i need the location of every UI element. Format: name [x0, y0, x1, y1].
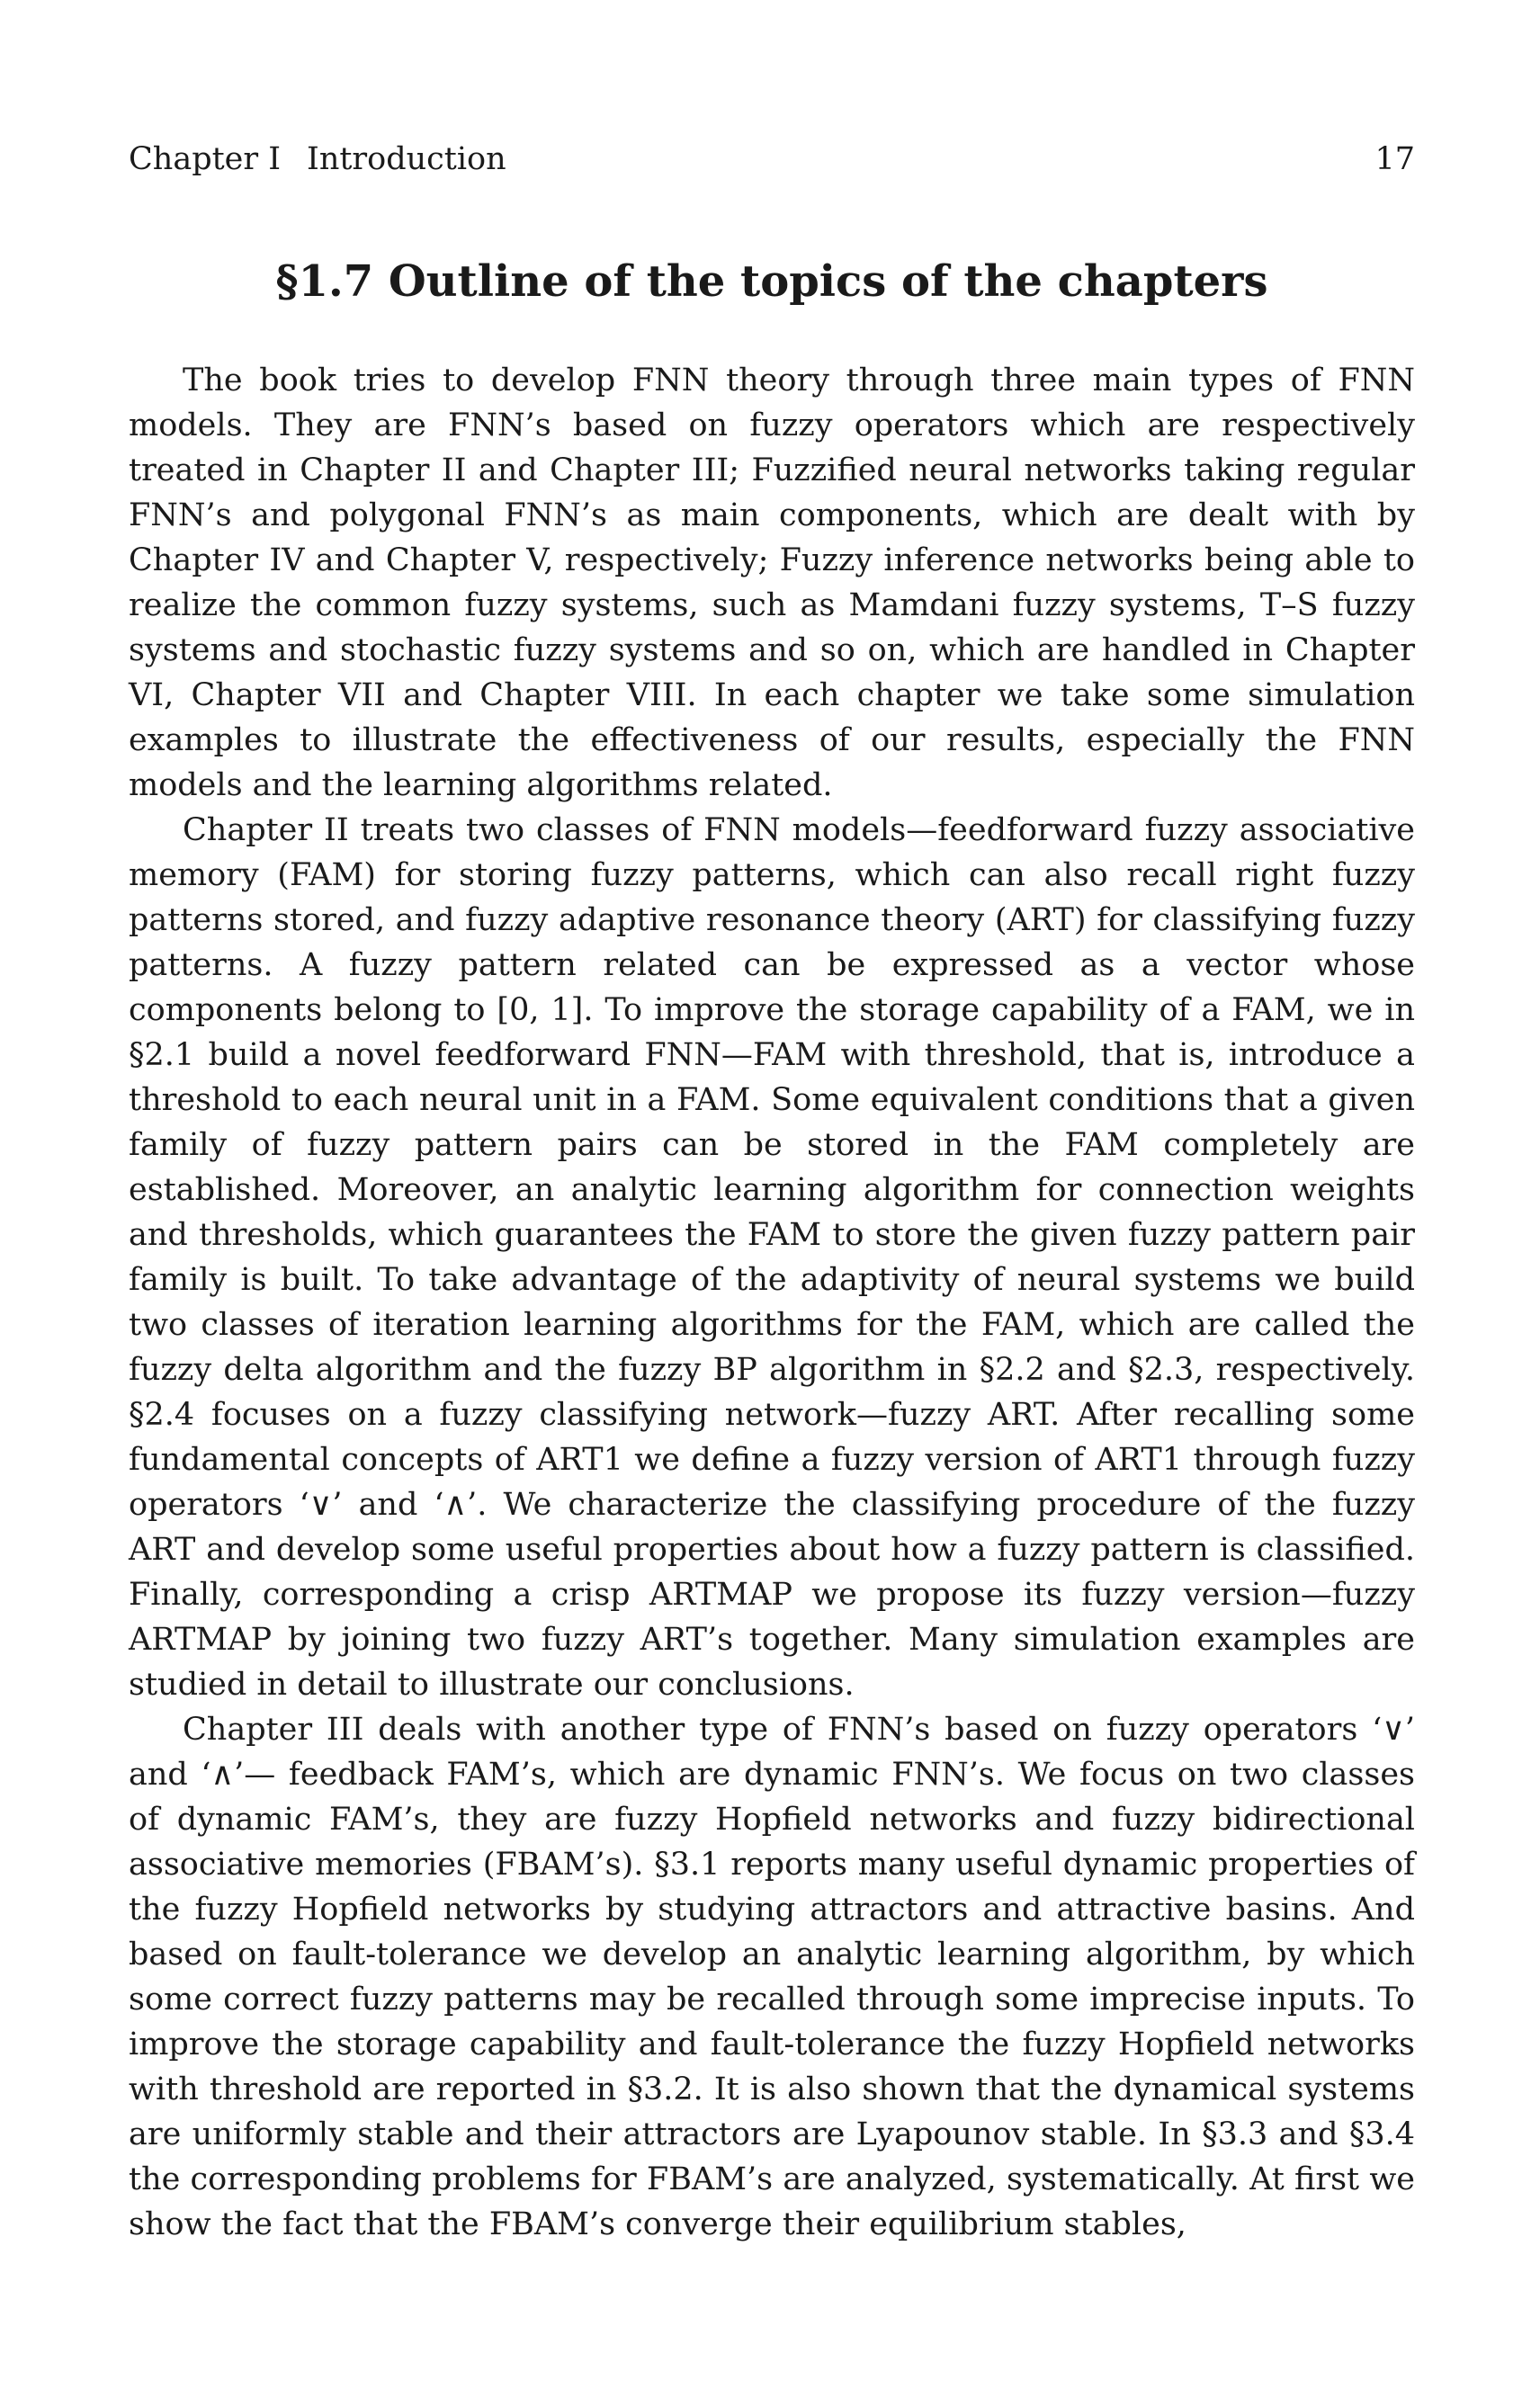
paragraph-2: Chapter II treats two classes of FNN models—feedforward fuzzy associative memory (FAM) for storing fuzzy patterns, which can also recall right fuzzy patterns stored, and fuzzy adaptive resonance theory (ART) for classifying fuzzy patterns. A fuzzy pattern related can be expressed as a vector whose components belong to [0, 1]. To improve the storage capability of a FAM, we in §2.1 build a novel feedforward FNN—FAM with threshold, that is, introduce a threshold to each neural unit in a FAM. Some equivalent conditions that a given family of fuzzy pattern pairs can be stored in the FAM completely are established. Moreover, an analytic learning algorithm for connection weights and thresholds, which guarantees the FAM to store the given fuzzy pattern pair family is built. To take advantage of the adaptivity of neural systems we build two classes of iteration learning algorithms for the FAM, which are called the fuzzy delta algorithm and the fuzzy BP algorithm in §2.2 and §2.3, respectively. §2.4 focuses on a fuzzy classifying network—fuzzy ART. After recalling some fundamental concepts of ART1 we define a fuzzy version of ART1 through fuzzy operators ‘∨’ and ‘∧’. We characterize the classifying procedure of the fuzzy ART and develop some useful properties about how a fuzzy pattern is classified. Finally, corresponding a crisp ARTMAP we propose its fuzzy version—fuzzy ARTMAP by joining two fuzzy ART’s together. Many simulation examples are studied in detail to illustrate our conclusions.: [129, 812, 1415, 1703]
paragraph-1: The book tries to develop FNN theory through three main types of FNN models. They are FNN’s based on fuzzy operators which are respectively treated in Chapter II and Chapter III; Fuzzified neural networks taking regular FNN’s and polygonal FNN’s as main components, which are dealt with by Chapter IV and Chapter V, respectively; Fuzzy inference networks being able to realize the common fuzzy systems, such as Mamdani fuzzy systems, T–S fuzzy systems and stochastic fuzzy systems and so on, which are handled in Chapter VI, Chapter VII and Chapter VIII. In each chapter we take some simulation examples to illustrate the effectiveness of our results, especially the FNN models and the learning algorithms related.: [129, 362, 1415, 803]
running-head: [129, 137, 1415, 182]
paragraph-3: Chapter III deals with another type of FNN’s based on fuzzy operators ‘∨’ and ‘∧’— feedback FAM’s, which are dynamic FNN’s. We focus on two classes of dynamic FAM’s, they are fuzzy Hopfield networks and fuzzy bidirectional associative memories (FBAM’s). §3.1 reports many useful dynamic properties of the fuzzy Hopfield networks by studying attractors and attractive basins. And based on fault-tolerance we develop an analytic learning algorithm, by which some correct fuzzy patterns may be recalled through some imprecise inputs. To improve the storage capability and fault-tolerance the fuzzy Hopfield networks with threshold are reported in §3.2. It is also shown that the dynamical systems are uniformly stable and their attractors are Lyapounov stable. In §3.3 and §3.4 the corresponding problems for FBAM’s are analyzed, systematically. At first we show the fact that the FBAM’s converge their equilibrium stables,: [129, 1712, 1415, 2242]
section-title: §1.7 Outline of the topics of the chapters: [275, 256, 1268, 307]
running-head-chapter: Chapter I: [129, 141, 282, 177]
body-text: [129, 358, 1415, 2247]
page-number: 17: [1374, 141, 1415, 177]
running-head-section: Introduction: [307, 141, 506, 177]
